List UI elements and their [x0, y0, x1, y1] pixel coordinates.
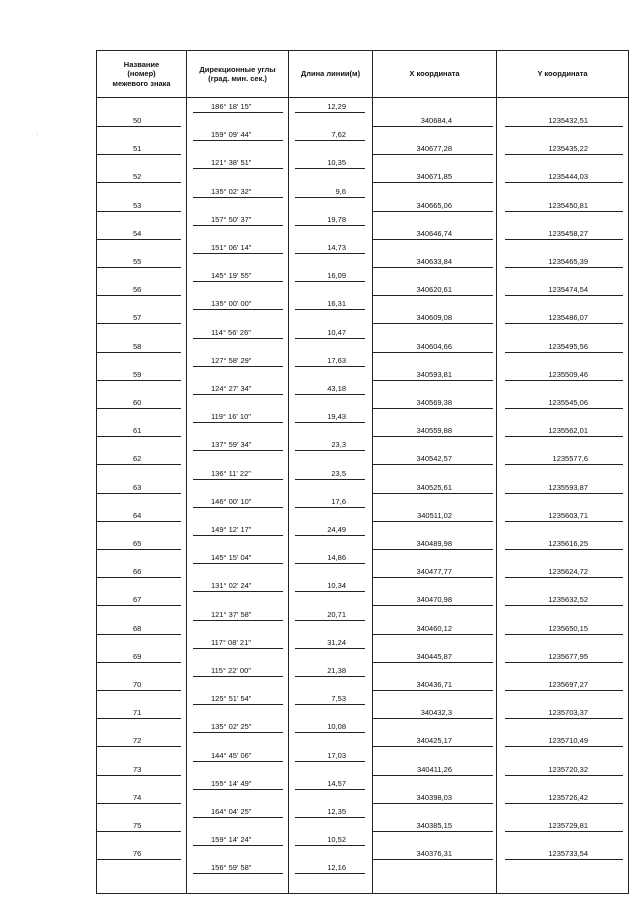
x-coordinate: 340665,06 [416, 200, 452, 210]
row-underline [97, 605, 181, 606]
row-underline [373, 859, 493, 860]
row-underline [97, 859, 181, 860]
x-coordinate: 340477,77 [416, 567, 452, 577]
row-underline [295, 732, 365, 733]
point-name: 59 [133, 369, 142, 379]
direction-angle: 145° 15' 04" [211, 553, 252, 563]
point-name: 60 [133, 398, 142, 407]
row-underline [97, 464, 181, 465]
line-length: 24,49 [327, 525, 346, 534]
row-underline [97, 239, 181, 240]
row-underline [295, 479, 365, 480]
point-name: 63 [133, 482, 142, 492]
point-name: 69 [133, 651, 142, 661]
row-underline [373, 549, 493, 550]
y-coordinate: 1235650,15 [548, 623, 588, 633]
row-underline [97, 549, 181, 550]
y-coordinate: 1235697,27 [548, 680, 588, 689]
x-coordinate: 340620,61 [416, 285, 452, 295]
row-underline [97, 408, 181, 409]
column-point-names [97, 98, 187, 894]
row-underline [193, 366, 283, 367]
row-underline [295, 197, 365, 198]
row-underline [193, 140, 283, 141]
direction-angle: 136° 11' 22" [211, 468, 251, 478]
row-underline [505, 859, 623, 860]
row-underline [97, 352, 181, 353]
direction-angle: 121° 37' 58" [211, 609, 252, 619]
point-name: 70 [133, 680, 142, 689]
direction-angle: 146° 00' 10" [211, 496, 252, 506]
row-underline [193, 845, 283, 846]
row-underline [97, 662, 181, 663]
direction-angle: 156° 59' 58" [211, 863, 252, 873]
row-underline [193, 789, 283, 790]
header-direction-angle: Дирекционные углы (град. мин. сек.) [187, 51, 289, 98]
row-underline [373, 634, 493, 635]
y-coordinate: 1235450,81 [548, 200, 588, 210]
row-underline [97, 154, 181, 155]
direction-angle: 157° 50' 37" [211, 214, 252, 224]
row-underline [295, 648, 365, 649]
line-length: 12,35 [327, 807, 346, 816]
row-underline [505, 521, 623, 522]
row-underline [97, 521, 181, 522]
row-underline [193, 563, 283, 564]
x-coordinate: 340385,15 [416, 821, 452, 830]
x-coordinate: 340489,98 [416, 539, 452, 548]
direction-angle: 186° 18' 15" [211, 102, 252, 111]
line-length: 12,16 [327, 863, 346, 873]
line-length: 17,63 [327, 355, 346, 365]
row-underline [193, 704, 283, 705]
row-underline [193, 620, 283, 621]
row-underline [97, 380, 181, 381]
row-underline [97, 126, 181, 127]
row-underline [97, 182, 181, 183]
row-underline [505, 126, 623, 127]
point-name: 67 [133, 595, 142, 605]
x-coordinate: 340398,03 [416, 792, 452, 802]
row-underline [505, 295, 623, 296]
line-length: 10,52 [327, 835, 346, 845]
row-underline [505, 154, 623, 155]
line-length: 7,62 [331, 130, 346, 140]
point-name: 62 [133, 454, 142, 464]
direction-angle: 124° 27' 34" [211, 384, 252, 393]
row-underline [193, 873, 283, 874]
y-coordinate: 1235486,07 [548, 313, 588, 323]
row-underline [193, 253, 283, 254]
row-underline [97, 803, 181, 804]
row-underline [373, 323, 493, 324]
direction-angle: 117° 08' 21" [211, 637, 251, 647]
table-header-row [97, 51, 629, 98]
row-underline [373, 295, 493, 296]
line-length: 23,3 [331, 440, 346, 450]
x-coordinate: 340559,88 [416, 426, 452, 436]
x-coordinate: 340376,31 [416, 849, 452, 859]
x-coordinate: 340511,02 [417, 510, 452, 520]
direction-angle: 135° 00' 00" [211, 299, 252, 309]
line-length: 20,71 [327, 609, 346, 619]
x-coordinate: 340445,87 [416, 651, 452, 661]
row-underline [373, 493, 493, 494]
row-underline [505, 831, 623, 832]
line-length: 9,6 [335, 186, 346, 196]
row-underline [295, 873, 365, 874]
row-underline [505, 239, 623, 240]
y-coordinate: 1235616,25 [548, 539, 588, 548]
row-underline [97, 436, 181, 437]
line-length: 31,24 [327, 637, 346, 647]
row-underline [193, 450, 283, 451]
direction-angle: 135° 02' 32" [211, 186, 252, 196]
direction-angle: 135° 02' 25" [211, 722, 252, 732]
x-coordinate: 340425,17 [416, 736, 452, 746]
line-length: 17,6 [331, 496, 346, 506]
row-underline [505, 549, 623, 550]
row-underline [505, 577, 623, 578]
row-underline [373, 464, 493, 465]
y-coordinate: 1235703,37 [548, 708, 588, 718]
line-length: 10,08 [327, 722, 346, 732]
x-coordinate: 340684,4 [420, 116, 452, 125]
row-underline [193, 112, 283, 113]
row-underline [505, 182, 623, 183]
line-length: 19,78 [327, 214, 346, 224]
row-underline [295, 845, 365, 846]
row-underline [97, 577, 181, 578]
row-underline [373, 605, 493, 606]
row-underline [295, 140, 365, 141]
line-length: 43,18 [327, 384, 346, 393]
row-underline [193, 225, 283, 226]
row-underline [295, 620, 365, 621]
direction-angle: 159° 09' 44" [211, 130, 252, 140]
row-underline [295, 704, 365, 705]
point-name: 75 [133, 821, 142, 830]
row-underline [295, 563, 365, 564]
point-name: 53 [133, 200, 142, 210]
row-underline [295, 450, 365, 451]
row-underline [295, 507, 365, 508]
x-coordinate: 340593,81 [416, 369, 452, 379]
point-name: 66 [133, 567, 142, 577]
line-length: 16,09 [327, 271, 346, 281]
point-name: 76 [133, 849, 142, 859]
row-underline [193, 591, 283, 592]
row-underline [97, 831, 181, 832]
row-underline [505, 380, 623, 381]
point-name: 71 [133, 708, 142, 718]
x-coordinate: 340542,57 [416, 454, 452, 464]
row-underline [295, 394, 365, 395]
point-name: 51 [133, 144, 142, 154]
y-coordinate: 1235677,95 [548, 651, 588, 661]
point-name: 54 [133, 228, 142, 238]
line-length: 10,34 [327, 581, 346, 591]
row-underline [505, 352, 623, 353]
row-underline [193, 394, 283, 395]
row-underline [373, 182, 493, 183]
header-y-coordinate: Y координата [497, 51, 629, 98]
boundary-points-table [96, 50, 629, 894]
row-underline [505, 746, 623, 747]
row-underline [373, 436, 493, 437]
row-underline [505, 775, 623, 776]
row-underline [295, 535, 365, 536]
point-name: 73 [133, 764, 142, 774]
row-underline [97, 295, 181, 296]
y-coordinate: 1235710,49 [548, 736, 588, 746]
y-coordinate: 1235474,54 [548, 285, 588, 295]
direction-angle: 144° 45' 06" [211, 750, 252, 760]
row-underline [505, 634, 623, 635]
column-x-coordinates [373, 98, 497, 894]
row-underline [193, 648, 283, 649]
x-coordinate: 340671,85 [416, 172, 452, 182]
scan-speck: · [36, 131, 39, 138]
row-underline [295, 676, 365, 677]
y-coordinate: 1235495,56 [548, 341, 588, 351]
header-x-coordinate: X координата [373, 51, 497, 98]
x-coordinate: 340633,84 [416, 257, 452, 266]
x-coordinate: 340432,3 [420, 708, 452, 718]
row-underline [193, 732, 283, 733]
direction-angle: 155° 14' 49" [211, 778, 252, 788]
row-underline [505, 493, 623, 494]
line-length: 23,5 [331, 468, 346, 478]
point-name: 58 [133, 341, 142, 351]
row-underline [97, 690, 181, 691]
row-underline [97, 718, 181, 719]
y-coordinate: 1235624,72 [548, 567, 588, 577]
y-coordinate: 1235729,81 [548, 821, 588, 830]
x-coordinate: 340677,28 [416, 144, 452, 154]
x-coordinate: 340569,38 [416, 398, 452, 407]
header-line-length: Длина линии(м) [289, 51, 373, 98]
row-underline [373, 831, 493, 832]
line-length: 17,03 [327, 750, 346, 760]
y-coordinate: 1235603,71 [548, 510, 588, 520]
direction-angle: 137° 59' 34" [211, 440, 252, 450]
row-underline [373, 662, 493, 663]
row-underline [505, 803, 623, 804]
row-underline [295, 366, 365, 367]
row-underline [193, 309, 283, 310]
y-coordinate: 1235509,46 [548, 369, 588, 379]
x-coordinate: 340525,61 [416, 482, 452, 492]
row-underline [295, 422, 365, 423]
row-underline [193, 479, 283, 480]
direction-angle: 115° 22' 00" [211, 666, 251, 675]
y-coordinate: 1235577,6 [552, 454, 588, 464]
y-coordinate: 1235465,39 [548, 257, 588, 266]
row-underline [193, 535, 283, 536]
column-direction-angles [187, 98, 289, 894]
row-underline [505, 323, 623, 324]
direction-angle: 131° 02' 24" [211, 581, 252, 591]
row-underline [505, 408, 623, 409]
y-coordinate: 1235444,03 [548, 172, 588, 182]
row-underline [97, 267, 181, 268]
row-underline [505, 267, 623, 268]
line-length: 14,57 [327, 778, 346, 788]
row-underline [193, 817, 283, 818]
row-underline [295, 761, 365, 762]
row-underline [373, 380, 493, 381]
direction-angle: 149° 12' 17" [211, 525, 252, 534]
row-underline [505, 662, 623, 663]
point-name: 64 [133, 510, 142, 520]
direction-angle: 121° 38' 51" [211, 158, 252, 168]
row-underline [295, 112, 365, 113]
row-underline [295, 789, 365, 790]
row-underline [373, 126, 493, 127]
row-underline [373, 577, 493, 578]
row-underline [505, 718, 623, 719]
line-length: 10,47 [327, 327, 346, 337]
y-coordinate: 1235458,27 [548, 228, 588, 238]
direction-angle: 127° 58' 29" [211, 355, 252, 365]
row-underline [193, 676, 283, 677]
row-underline [97, 775, 181, 776]
column-line-lengths [289, 98, 373, 894]
row-underline [295, 253, 365, 254]
y-coordinate: 1235632,52 [548, 595, 588, 605]
row-underline [505, 211, 623, 212]
row-underline [373, 211, 493, 212]
line-length: 14,86 [327, 553, 346, 563]
row-underline [373, 775, 493, 776]
row-underline [193, 197, 283, 198]
row-underline [373, 154, 493, 155]
header-point-name: Название (номер) межевого знака [97, 51, 187, 98]
row-underline [505, 690, 623, 691]
row-underline [295, 225, 365, 226]
row-underline [97, 323, 181, 324]
row-underline [373, 803, 493, 804]
line-length: 14,73 [327, 243, 346, 252]
y-coordinate: 1235435,22 [548, 144, 588, 154]
direction-angle: 164° 04' 25" [211, 807, 252, 816]
point-name: 61 [133, 426, 142, 436]
row-underline [97, 211, 181, 212]
row-underline [373, 746, 493, 747]
row-underline [97, 634, 181, 635]
row-underline [373, 267, 493, 268]
row-underline [373, 521, 493, 522]
row-underline [295, 281, 365, 282]
row-underline [505, 436, 623, 437]
point-name: 57 [133, 313, 142, 323]
row-underline [193, 422, 283, 423]
x-coordinate: 340646,74 [416, 228, 452, 238]
x-coordinate: 340436,71 [416, 680, 452, 689]
point-name: 72 [133, 736, 142, 746]
table-body-row [97, 98, 629, 894]
row-underline [373, 408, 493, 409]
row-underline [373, 352, 493, 353]
y-coordinate: 1235562,01 [548, 426, 588, 436]
direction-angle: 145° 19' 55" [211, 271, 252, 281]
row-underline [295, 591, 365, 592]
row-underline [373, 239, 493, 240]
x-coordinate: 340411,26 [417, 764, 452, 774]
x-coordinate: 340604,66 [416, 341, 452, 351]
row-underline [295, 817, 365, 818]
row-underline [295, 168, 365, 169]
point-name: 55 [133, 257, 142, 266]
row-underline [193, 281, 283, 282]
y-coordinate: 1235726,42 [548, 792, 588, 802]
point-name: 50 [133, 116, 142, 125]
point-name: 56 [133, 285, 142, 295]
row-underline [97, 493, 181, 494]
row-underline [373, 718, 493, 719]
row-underline [193, 338, 283, 339]
line-length: 12,29 [327, 102, 346, 111]
direction-angle: 114° 56' 26" [211, 327, 251, 337]
direction-angle: 119° 16' 10" [211, 412, 251, 422]
line-length: 10,35 [327, 158, 346, 168]
row-underline [193, 168, 283, 169]
direction-angle: 125° 51' 54" [211, 694, 252, 704]
row-underline [97, 746, 181, 747]
row-underline [295, 309, 365, 310]
y-coordinate: 1235593,87 [548, 482, 588, 492]
row-underline [193, 507, 283, 508]
line-length: 16,31 [327, 299, 346, 309]
x-coordinate: 340460,12 [416, 623, 452, 633]
row-underline [505, 464, 623, 465]
row-underline [193, 761, 283, 762]
point-name: 52 [133, 172, 142, 182]
x-coordinate: 340609,08 [416, 313, 452, 323]
x-coordinate: 340470,98 [416, 595, 452, 605]
point-name: 65 [133, 539, 142, 548]
y-coordinate: 1235432,51 [548, 116, 588, 125]
direction-angle: 159° 14' 24" [211, 835, 252, 845]
column-y-coordinates [497, 98, 629, 894]
line-length: 7,53 [331, 694, 346, 704]
point-name: 74 [133, 792, 142, 802]
row-underline [505, 605, 623, 606]
point-name: 68 [133, 623, 142, 633]
row-underline [373, 690, 493, 691]
line-length: 19,43 [327, 412, 346, 422]
y-coordinate: 1235545,06 [548, 398, 588, 407]
row-underline [295, 338, 365, 339]
line-length: 21,38 [327, 666, 346, 675]
y-coordinate: 1235720,32 [548, 764, 588, 774]
y-coordinate: 1235733,54 [548, 849, 588, 859]
direction-angle: 151° 06' 14" [211, 243, 252, 252]
